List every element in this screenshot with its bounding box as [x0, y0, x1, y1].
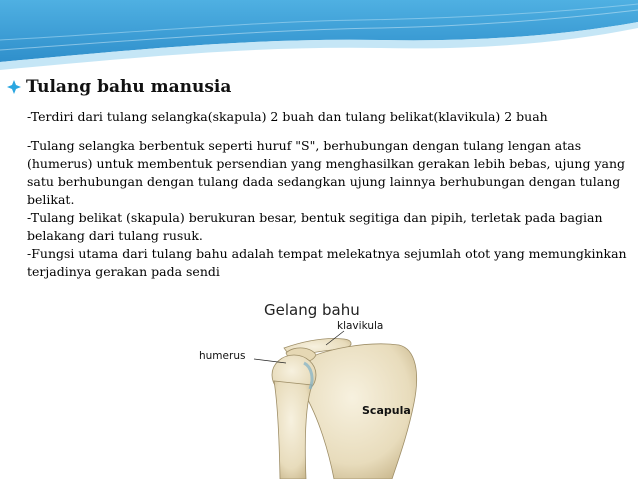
slide-heading: [6, 77, 231, 97]
label-humerus: humerus: [199, 350, 246, 362]
figure-title: Gelang bahu: [264, 301, 360, 319]
shoulder-bone-illustration: [194, 293, 431, 479]
shoulder-bones-drawing: [194, 293, 431, 479]
paragraph-scapula: -Tulang belikat (skapula) berukuran besar, bentuk segitiga dan pipih, terletak pada bagian belakang dari tulang rusuk.: [27, 210, 603, 243]
label-klavikula: klavikula: [337, 320, 384, 332]
intro-line: -Terdiri dari tulang selangka(skapula) 2 buah dan tulang belikat(klavikula) 2 buah: [27, 109, 548, 124]
diamond-bullet-icon: [6, 79, 22, 95]
paragraph-function: -Fungsi utama dari tulang bahu adalah tempat melekatnya sejumlah otot yang memungkinkan terjadinya gerakan pada sendi: [27, 246, 627, 279]
body-text: [27, 137, 632, 281]
paragraph-clavicle: -Tulang selangka berbentuk seperti huruf "S", berhubungan dengan tulang lengan atas (humerus) untuk membentuk persendian yang menghasilkan gerakan lebih bebas, ujung yang satu berhubungan dengan tulang dada sedangkan ujung lainnya berhubungan dengan tulang belikat.: [27, 138, 626, 207]
header-wave-decoration: [0, 0, 638, 70]
heading-text: Tulang bahu manusia: [26, 77, 232, 97]
label-scapula: Scapula: [362, 404, 411, 417]
